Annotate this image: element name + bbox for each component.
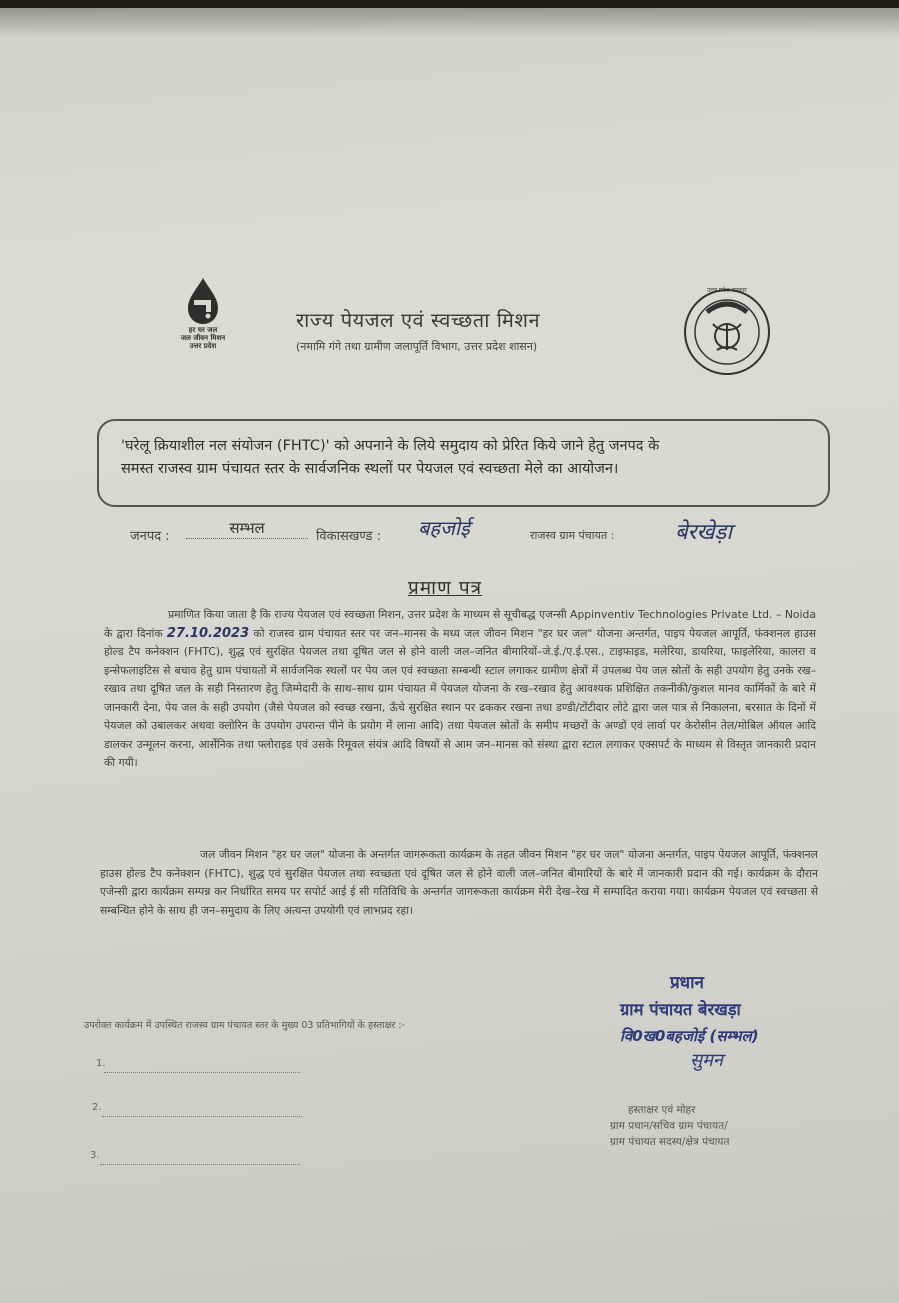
water-drop-icon [182,276,224,326]
participant-line-3 [100,1164,300,1165]
logo-line-1: हर घर जल [188,326,218,334]
participant-line-1 [104,1072,300,1073]
document-page [0,8,899,1303]
event-date: 27.10.2023 [166,625,250,641]
participant-number-2: 2. [92,1102,102,1113]
stamp-line-1: प्रधान [670,973,704,993]
sign-label-1: हस्ताक्षर एवं मोहर [628,1104,696,1116]
top-shadow [0,8,899,38]
page-subtitle: (नमामि गंगे तथा ग्रामीण जलापूर्ति विभाग, उत्तर प्रदेश शासन) [296,340,538,353]
panchayat-label: राजस्व ग्राम पंचायत : [530,529,615,542]
event-title-banner [97,419,830,507]
signature: सुमन [690,1050,723,1071]
para1-part-b: को राजस्व ग्राम पंचायत स्तर पर जन–मानस के मध्य जल जीवन मिशन "हर घर जल" योजना अन्तर्गत, पाइप पेयजल आपूर्ति, फंक्शनल हाउस होल्ड टैप कनेक्शन (FHTC), शुद्ध एवं सुरक्षित पेयजल तथा दूषित जल से होने वाली जल–जनित बीमारियों–जे.ई./ए.ई.एस., टाइफाइड, मलेरिया, डायरिया, फाइलेरिया, कालरा व इन्सेफलाइटिस से बचाव हेतु ग्राम पंचायतों में सार्वजनिक स्थलों पर पेय जल एवं स्वच्छता सम्बन्धी स्टाल लगाकर ग्रामीण क्षेत्रों में उपलब्ध पेय जल स्रोतों के सही उपयोग हेतु उनके रख–रखाव तथा दूषित जल के सही निस्तारण हेतु जिम्मेदारी के साथ–साथ ग्राम पंचायत में पेयजल योजना के रख–रखाव हेतु आवश्यक प्रशिक्षित तकनीकी/कुशल मानव कार्मिकों के बारे में जानकारी देना, पेय जल के सही उपयोग (जैसे पेयजल को स्वच्छ रखना, ऊँचे सुरक्षित स्थान पर ढककर रखना तथा डण्डी/टोंटीदार लोटे द्वारा जल पात्र से निकालना, बरसात के दिनों में पेयजल को उबालकर अथवा क्लोरिन के उपयोग उपरान्त पीने के प्रयोग में लाना आदि) तथा पेयजल स्रोतों के समीप मच्छरों के अण्डों एवं लार्वा पर केरोसीन तेल/मोबिल ऑयल आदि डालकर उन्मूलन करना, आर्सेनिक तथा फ्लोराइड एवं उसके रिमूवल संयंत्र आदि विषयों से आम जन–मानस को संस्था द्वारा स्टाल लगाकर एक्सपर्ट के माध्यम से विस्तृत जानकारी प्रदान की गयी। [104,626,817,769]
location-row [130,516,830,552]
logo-line-2: जल जीवन मिशन [180,334,226,342]
para1-part-a: प्रमाणित किया जाता है कि राज्य पेयजल एवं स्वच्छता मिशन, उत्तर प्रदेश के माध्यम से सूचीबद्ध एजन्सी Appinventiv Technologies Private Ltd. – Noida के द्वारा दिनांक [104,608,816,640]
certificate-title: प्रमाण पत्र [408,577,483,599]
stamp-line-2: ग्राम पंचायत बेरखड़ा [620,1000,741,1019]
header-title-block [296,306,676,354]
banner-line-1: 'घरेलू क्रियाशील नल संयोजन (FHTC)' को अपनाने के लिये समुदाय को प्रेरित किये जाने हेतु जनपद के [121,438,660,454]
signature-label-block [610,1102,830,1150]
har-ghar-jal-logo [164,276,242,350]
banner-line-2: समस्त राजस्व ग्राम पंचायत स्तर के सार्वजनिक स्थलों पर पेयजल एवं स्वच्छता मेले का आयोजन। [121,461,619,477]
district-value: सम्भल [186,518,308,539]
panchayat-value: बेरखेड़ा [675,520,733,545]
certificate-paragraph-2: जल जीवन मिशन "हर घर जल" योजना के अन्तर्गत जागरूकता कार्यक्रम के तहत जीवन मिशन "हर घर जल" योजना अन्तर्गत, पाइप पेयजल आपूर्ति, फंक्शनल हाउस होल्ड टैप कनेक्शन (FHTC), शुद्ध एवं सुरक्षित पेयजल तथा स्वच्छता एवं दूषित जल से होने वाली जल–जनित बीमारियों के बारे में जानकारी प्रदान की गई। कार्यक्रम के दौरान एजेन्सी द्वारा कार्यक्रम सम्पन्न कर निर्धारित समय पर सपोर्ट आई ई सी गतिविधि के अन्तर्गत जागरूकता कार्यक्रम मेरी देख–रेख में सम्पादित कराया गया। कार्यक्रम पेयजल एवं स्वच्छता से सम्बन्धित होने के साथ ही जन–समुदाय के लिए अत्यन्त उपयोगी एवं लाभप्रद रहा। [100,848,818,917]
block-label: विकासखण्ड : [316,529,382,544]
page-title: राज्य पेयजल एवं स्वच्छता मिशन [296,308,541,332]
up-government-emblem-icon [683,288,771,376]
certificate-paragraph-1 [104,606,816,773]
pradhan-stamp [620,970,860,1072]
sign-label-2: ग्राम प्रधान/सचिव ग्राम पंचायत/ [610,1120,728,1132]
participant-line-2 [102,1116,302,1117]
participant-number-3: 3. [90,1150,100,1161]
sign-label-3: ग्राम पंचायत सदस्य/क्षेत्र पंचायत [610,1136,730,1148]
emblem-text: उत्तर प्रदेश सरकार [707,287,747,294]
stamp-line-3: वि0ख0बहजोई (सम्भल) [620,1027,759,1045]
block-value: बहजोई [418,516,470,540]
district-label: जनपद : [130,529,170,544]
logo-line-3: उत्तर प्रदेश [189,342,217,350]
participants-note: उपरोक्त कार्यक्रम में उपस्थित राजस्व ग्राम पंचायत स्तर के मुख्य 03 प्रतिभागियों के हस्ताक्षर :- [84,1020,405,1031]
participant-number-1: 1. [96,1058,106,1069]
